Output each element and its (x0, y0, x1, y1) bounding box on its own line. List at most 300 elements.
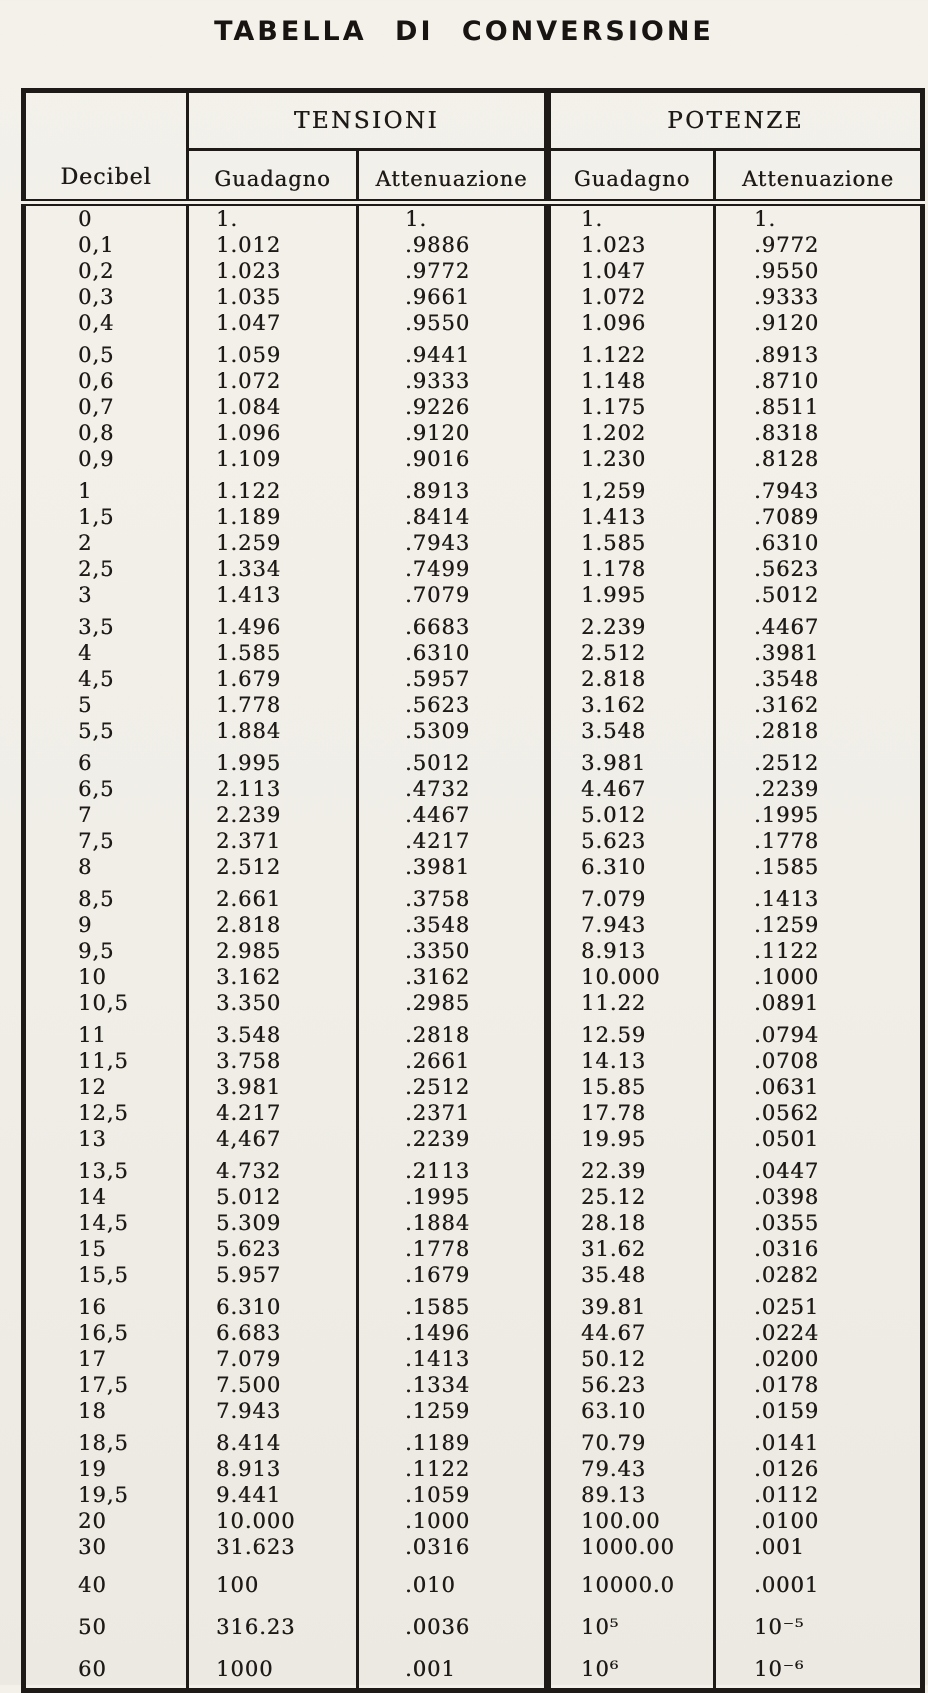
cell-potenze-attenuazione: .8511 (754, 395, 820, 419)
table-row (24, 1126, 923, 1152)
cell-decibel: 9 (24, 912, 188, 938)
cell-potenze-guadagno: 10000.0 (548, 1560, 715, 1598)
cell-potenze-guadagno: 8.913 (548, 938, 715, 964)
header-row-groups (24, 91, 923, 150)
column-header-decibel: Decibel (24, 91, 188, 203)
cell-decibel: 16 (24, 1288, 188, 1320)
cell-tensioni-guadagno: 2.985 (188, 938, 358, 964)
table-row (24, 1074, 923, 1100)
table-row (24, 744, 923, 776)
cell-decibel: 12,5 (24, 1100, 188, 1126)
cell-decibel: 14,5 (24, 1210, 188, 1236)
cell-tensioni-attenuazione: .2818 (358, 1016, 548, 1048)
cell-potenze-guadagno: 1.202 (548, 420, 715, 446)
cell-potenze-attenuazione: .0159 (754, 1399, 820, 1423)
cell-tensioni-attenuazione: .1059 (358, 1482, 548, 1508)
cell-tensioni-guadagno: 1.995 (188, 744, 358, 776)
cell-tensioni-attenuazione: .5623 (358, 692, 548, 718)
cell-decibel: 2,5 (24, 556, 188, 582)
cell-tensioni-guadagno: 3.758 (188, 1048, 358, 1074)
cell-tensioni-attenuazione: .1334 (358, 1372, 548, 1398)
cell-tensioni-guadagno: 1.778 (188, 692, 358, 718)
cell-tensioni-attenuazione: .1679 (358, 1262, 548, 1288)
cell-tensioni-guadagno: 10.000 (188, 1508, 358, 1534)
cell-potenze-attenuazione: .0112 (754, 1483, 820, 1507)
table-row (24, 203, 923, 233)
cell-decibel: 60 (24, 1640, 188, 1691)
cell-decibel: 0,8 (24, 420, 188, 446)
table-row (24, 1184, 923, 1210)
cell-decibel: 40 (24, 1560, 188, 1598)
cell-decibel: 8 (24, 854, 188, 880)
cell-tensioni-guadagno: 1.679 (188, 666, 358, 692)
column-header-tensioni-attenuazione: Attenuazione (358, 150, 548, 203)
cell-tensioni-guadagno: 3.981 (188, 1074, 358, 1100)
cell-tensioni-guadagno: 1.334 (188, 556, 358, 582)
table-row (24, 582, 923, 608)
cell-potenze-attenuazione: .9550 (754, 259, 820, 283)
cell-tensioni-guadagno: 1.259 (188, 530, 358, 556)
cell-potenze-guadagno: 3.981 (548, 744, 715, 776)
cell-tensioni-attenuazione: .0316 (358, 1534, 548, 1560)
cell-potenze-guadagno: 1.175 (548, 394, 715, 420)
table-row (24, 310, 923, 336)
table-row (24, 938, 923, 964)
cell-potenze-guadagno: 15.85 (548, 1074, 715, 1100)
table-row (24, 964, 923, 990)
cell-potenze-attenuazione: .9772 (754, 233, 820, 257)
cell-potenze-guadagno: 35.48 (548, 1262, 715, 1288)
cell-potenze-guadagno: 1.178 (548, 556, 715, 582)
table-row (24, 692, 923, 718)
cell-potenze-attenuazione: .0126 (754, 1457, 820, 1481)
cell-decibel: 1,5 (24, 504, 188, 530)
cell-tensioni-guadagno: 3.548 (188, 1016, 358, 1048)
cell-tensioni-guadagno: 1.122 (188, 472, 358, 504)
table-row (24, 718, 923, 744)
cell-potenze-attenuazione: .0631 (754, 1075, 820, 1099)
cell-tensioni-attenuazione: .1189 (358, 1424, 548, 1456)
cell-potenze-guadagno: 6.310 (548, 854, 715, 880)
cell-decibel: 11,5 (24, 1048, 188, 1074)
cell-potenze-guadagno: 1. (548, 203, 715, 233)
cell-decibel: 19 (24, 1456, 188, 1482)
table-row (24, 1288, 923, 1320)
cell-decibel: 9,5 (24, 938, 188, 964)
table-row (24, 1152, 923, 1184)
cell-tensioni-attenuazione: .3981 (358, 854, 548, 880)
cell-decibel: 20 (24, 1508, 188, 1534)
cell-potenze-attenuazione: .001 (754, 1535, 805, 1559)
cell-tensioni-attenuazione: .1884 (358, 1210, 548, 1236)
table-row (24, 1346, 923, 1372)
table-row (24, 1598, 923, 1640)
cell-potenze-guadagno: 1.995 (548, 582, 715, 608)
cell-potenze-attenuazione: .8710 (754, 369, 820, 393)
cell-decibel: 50 (24, 1598, 188, 1640)
cell-tensioni-guadagno: 3.350 (188, 990, 358, 1016)
cell-tensioni-guadagno: 1000 (188, 1640, 358, 1691)
cell-decibel: 4,5 (24, 666, 188, 692)
cell-decibel: 16,5 (24, 1320, 188, 1346)
cell-tensioni-attenuazione: .6310 (358, 640, 548, 666)
cell-potenze-guadagno: 1.023 (548, 232, 715, 258)
cell-tensioni-guadagno: 3.162 (188, 964, 358, 990)
cell-tensioni-guadagno: 2.512 (188, 854, 358, 880)
cell-decibel: 11 (24, 1016, 188, 1048)
column-header-tensioni-guadagno: Guadagno (188, 150, 358, 203)
table-row (24, 912, 923, 938)
cell-potenze-guadagno: 1.148 (548, 368, 715, 394)
cell-potenze-guadagno: 2.818 (548, 666, 715, 692)
cell-tensioni-guadagno: 7.079 (188, 1346, 358, 1372)
table-row (24, 1560, 923, 1598)
cell-tensioni-attenuazione: .1496 (358, 1320, 548, 1346)
cell-potenze-guadagno: 1.122 (548, 336, 715, 368)
table-row (24, 1372, 923, 1398)
cell-tensioni-attenuazione: .9550 (358, 310, 548, 336)
cell-decibel: 18,5 (24, 1424, 188, 1456)
cell-potenze-guadagno: 79.43 (548, 1456, 715, 1482)
page-title: TABELLA DI CONVERSIONE (214, 16, 714, 47)
cell-potenze-attenuazione: .3981 (754, 641, 820, 665)
table-row (24, 504, 923, 530)
cell-tensioni-attenuazione: .9016 (358, 446, 548, 472)
cell-tensioni-guadagno: 9.441 (188, 1482, 358, 1508)
cell-potenze-guadagno: 25.12 (548, 1184, 715, 1210)
cell-potenze-guadagno: 1.230 (548, 446, 715, 472)
cell-decibel: 17 (24, 1346, 188, 1372)
cell-tensioni-attenuazione: .9226 (358, 394, 548, 420)
cell-tensioni-attenuazione: .7079 (358, 582, 548, 608)
cell-potenze-guadagno: 89.13 (548, 1482, 715, 1508)
cell-potenze-guadagno: 7.079 (548, 880, 715, 912)
cell-decibel: 12 (24, 1074, 188, 1100)
cell-tensioni-attenuazione: .0036 (358, 1598, 548, 1640)
cell-tensioni-attenuazione: .3162 (358, 964, 548, 990)
cell-potenze-guadagno: 44.67 (548, 1320, 715, 1346)
table-row (24, 1320, 923, 1346)
cell-decibel: 8,5 (24, 880, 188, 912)
cell-potenze-guadagno: 19.95 (548, 1126, 715, 1152)
table-row (24, 1262, 923, 1288)
cell-potenze-guadagno: 17.78 (548, 1100, 715, 1126)
cell-potenze-guadagno: 70.79 (548, 1424, 715, 1456)
cell-tensioni-guadagno: 4.732 (188, 1152, 358, 1184)
cell-potenze-guadagno: 5.623 (548, 828, 715, 854)
cell-tensioni-guadagno: 8.913 (188, 1456, 358, 1482)
cell-potenze-guadagno: 39.81 (548, 1288, 715, 1320)
cell-tensioni-guadagno: 1.413 (188, 582, 358, 608)
cell-tensioni-attenuazione: .4467 (358, 802, 548, 828)
cell-decibel: 1 (24, 472, 188, 504)
cell-tensioni-guadagno: 1.884 (188, 718, 358, 744)
cell-tensioni-attenuazione: .3350 (358, 938, 548, 964)
cell-tensioni-guadagno: 2.818 (188, 912, 358, 938)
cell-potenze-guadagno: 11.22 (548, 990, 715, 1016)
cell-tensioni-attenuazione: .2985 (358, 990, 548, 1016)
cell-tensioni-guadagno: 2.239 (188, 802, 358, 828)
cell-potenze-guadagno: 5.012 (548, 802, 715, 828)
cell-tensioni-guadagno: 6.683 (188, 1320, 358, 1346)
cell-potenze-attenuazione: .0224 (754, 1321, 820, 1345)
cell-tensioni-guadagno: 4.217 (188, 1100, 358, 1126)
cell-decibel: 17,5 (24, 1372, 188, 1398)
table-row (24, 394, 923, 420)
table-row (24, 420, 923, 446)
cell-tensioni-guadagno: 1.189 (188, 504, 358, 530)
cell-tensioni-attenuazione: .001 (358, 1640, 548, 1691)
cell-tensioni-attenuazione: .3758 (358, 880, 548, 912)
cell-potenze-attenuazione: .0251 (754, 1295, 820, 1319)
cell-potenze-attenuazione: .0447 (754, 1159, 820, 1183)
column-header-potenze-attenuazione: Attenuazione (715, 150, 923, 203)
cell-tensioni-attenuazione: .9661 (358, 284, 548, 310)
table-row (24, 1398, 923, 1424)
cell-decibel: 0 (24, 203, 188, 233)
table-body (24, 203, 923, 1691)
cell-potenze-guadagno: 10.000 (548, 964, 715, 990)
table-row (24, 880, 923, 912)
cell-tensioni-attenuazione: .1413 (358, 1346, 548, 1372)
cell-potenze-attenuazione: .0398 (754, 1185, 820, 1209)
cell-tensioni-guadagno: 2.113 (188, 776, 358, 802)
cell-tensioni-attenuazione: .8913 (358, 472, 548, 504)
cell-decibel: 0,2 (24, 258, 188, 284)
cell-potenze-attenuazione: .3548 (754, 667, 820, 691)
cell-tensioni-guadagno: 1.072 (188, 368, 358, 394)
table-row (24, 1210, 923, 1236)
cell-tensioni-attenuazione: .1778 (358, 1236, 548, 1262)
cell-potenze-guadagno: 22.39 (548, 1152, 715, 1184)
cell-tensioni-attenuazione: 1. (358, 203, 548, 233)
cell-potenze-attenuazione: .9333 (754, 285, 820, 309)
table-row (24, 1534, 923, 1560)
cell-potenze-guadagno: 10⁵ (548, 1598, 715, 1640)
cell-potenze-attenuazione: .6310 (754, 531, 820, 555)
cell-decibel: 14 (24, 1184, 188, 1210)
cell-potenze-attenuazione: .1000 (754, 965, 820, 989)
cell-tensioni-guadagno: 1.496 (188, 608, 358, 640)
table-row (24, 232, 923, 258)
cell-potenze-guadagno: 14.13 (548, 1048, 715, 1074)
table-row (24, 284, 923, 310)
table-row (24, 802, 923, 828)
table-row (24, 368, 923, 394)
cell-potenze-guadagno: 12.59 (548, 1016, 715, 1048)
cell-decibel: 10,5 (24, 990, 188, 1016)
cell-tensioni-guadagno: 1.023 (188, 258, 358, 284)
cell-potenze-guadagno: 1.047 (548, 258, 715, 284)
cell-decibel: 7,5 (24, 828, 188, 854)
cell-tensioni-guadagno: 1.585 (188, 640, 358, 666)
cell-potenze-attenuazione: .5012 (754, 583, 820, 607)
cell-tensioni-attenuazione: .1122 (358, 1456, 548, 1482)
table-row (24, 640, 923, 666)
cell-potenze-attenuazione: .0100 (754, 1509, 820, 1533)
cell-potenze-guadagno: 1000.00 (548, 1534, 715, 1560)
cell-potenze-guadagno: 1.072 (548, 284, 715, 310)
table-row (24, 828, 923, 854)
cell-potenze-attenuazione: .5623 (754, 557, 820, 581)
table-row (24, 666, 923, 692)
cell-potenze-attenuazione: .0141 (754, 1431, 820, 1455)
cell-potenze-guadagno: 1.585 (548, 530, 715, 556)
cell-decibel: 3 (24, 582, 188, 608)
cell-potenze-attenuazione: .3162 (754, 693, 820, 717)
cell-decibel: 6 (24, 744, 188, 776)
cell-tensioni-attenuazione: .6683 (358, 608, 548, 640)
cell-potenze-attenuazione: .0562 (754, 1101, 820, 1125)
cell-potenze-attenuazione: 10⁻⁶ (754, 1657, 805, 1681)
table-row (24, 854, 923, 880)
cell-tensioni-guadagno: 2.371 (188, 828, 358, 854)
cell-potenze-attenuazione: .8318 (754, 421, 820, 445)
cell-potenze-attenuazione: .0794 (754, 1023, 820, 1047)
cell-potenze-attenuazione: .0355 (754, 1211, 820, 1235)
cell-decibel: 0,5 (24, 336, 188, 368)
cell-tensioni-attenuazione: .9772 (358, 258, 548, 284)
cell-decibel: 0,3 (24, 284, 188, 310)
cell-tensioni-guadagno: 6.310 (188, 1288, 358, 1320)
cell-decibel: 0,9 (24, 446, 188, 472)
cell-tensioni-guadagno: 1.035 (188, 284, 358, 310)
cell-tensioni-attenuazione: .9120 (358, 420, 548, 446)
cell-tensioni-attenuazione: .9441 (358, 336, 548, 368)
table-row (24, 1640, 923, 1691)
cell-decibel: 13 (24, 1126, 188, 1152)
cell-tensioni-attenuazione: .1000 (358, 1508, 548, 1534)
cell-tensioni-guadagno: 1.109 (188, 446, 358, 472)
cell-potenze-guadagno: 1.413 (548, 504, 715, 530)
cell-potenze-attenuazione: .1585 (754, 855, 820, 879)
cell-decibel: 5 (24, 692, 188, 718)
table-row (24, 556, 923, 582)
cell-potenze-attenuazione: .1413 (754, 887, 820, 911)
cell-potenze-guadagno: 1.096 (548, 310, 715, 336)
table-row (24, 1048, 923, 1074)
cell-decibel: 5,5 (24, 718, 188, 744)
cell-potenze-guadagno: 2.512 (548, 640, 715, 666)
cell-decibel: 2 (24, 530, 188, 556)
cell-potenze-attenuazione: .8128 (754, 447, 820, 471)
cell-tensioni-attenuazione: .7943 (358, 530, 548, 556)
cell-potenze-attenuazione: .4467 (754, 615, 820, 639)
column-group-potenze: POTENZE (548, 91, 923, 150)
cell-tensioni-guadagno: 1.084 (188, 394, 358, 420)
cell-potenze-guadagno: 2.239 (548, 608, 715, 640)
cell-potenze-attenuazione: .0282 (754, 1263, 820, 1287)
column-header-potenze-guadagno: Guadagno (548, 150, 715, 203)
cell-tensioni-guadagno: 100 (188, 1560, 358, 1598)
cell-potenze-attenuazione: .2818 (754, 719, 820, 743)
cell-tensioni-attenuazione: .3548 (358, 912, 548, 938)
cell-tensioni-attenuazione: .2371 (358, 1100, 548, 1126)
cell-tensioni-guadagno: 8.414 (188, 1424, 358, 1456)
table-row (24, 776, 923, 802)
column-group-tensioni: TENSIONI (188, 91, 548, 150)
cell-decibel: 7 (24, 802, 188, 828)
cell-potenze-attenuazione: .0200 (754, 1347, 820, 1371)
cell-decibel: 19,5 (24, 1482, 188, 1508)
cell-tensioni-guadagno: 1.012 (188, 232, 358, 258)
cell-decibel: 30 (24, 1534, 188, 1560)
cell-potenze-attenuazione: .8913 (754, 343, 820, 367)
cell-decibel: 0,4 (24, 310, 188, 336)
cell-decibel: 3,5 (24, 608, 188, 640)
cell-potenze-attenuazione: .1778 (754, 829, 820, 853)
table-row (24, 336, 923, 368)
cell-potenze-guadagno: 10⁶ (548, 1640, 715, 1691)
cell-tensioni-attenuazione: .8414 (358, 504, 548, 530)
cell-tensioni-guadagno: 1.059 (188, 336, 358, 368)
table-row (24, 1236, 923, 1262)
cell-decibel: 6,5 (24, 776, 188, 802)
cell-tensioni-attenuazione: .5309 (358, 718, 548, 744)
cell-potenze-attenuazione: .1259 (754, 913, 820, 937)
cell-potenze-guadagno: 31.62 (548, 1236, 715, 1262)
cell-potenze-attenuazione: .9120 (754, 311, 820, 335)
cell-potenze-attenuazione: .2239 (754, 777, 820, 801)
cell-potenze-attenuazione: .7943 (754, 479, 820, 503)
cell-decibel: 18 (24, 1398, 188, 1424)
cell-tensioni-attenuazione: .1585 (358, 1288, 548, 1320)
cell-potenze-attenuazione: 1. (754, 207, 777, 231)
cell-potenze-attenuazione: 10⁻⁵ (754, 1615, 805, 1639)
conversion-table (21, 88, 925, 1693)
cell-decibel: 0,1 (24, 232, 188, 258)
table-header (24, 91, 923, 203)
cell-tensioni-attenuazione: .1259 (358, 1398, 548, 1424)
cell-potenze-guadagno: 100.00 (548, 1508, 715, 1534)
cell-tensioni-guadagno: 5.623 (188, 1236, 358, 1262)
cell-tensioni-attenuazione: .7499 (358, 556, 548, 582)
cell-potenze-guadagno: 3.162 (548, 692, 715, 718)
cell-decibel: 0,7 (24, 394, 188, 420)
cell-tensioni-guadagno: 5.309 (188, 1210, 358, 1236)
table-row (24, 608, 923, 640)
cell-tensioni-attenuazione: .4732 (358, 776, 548, 802)
cell-tensioni-guadagno: 7.943 (188, 1398, 358, 1424)
cell-potenze-attenuazione: .0501 (754, 1127, 820, 1151)
cell-tensioni-guadagno: 1.047 (188, 310, 358, 336)
cell-tensioni-guadagno: 4,467 (188, 1126, 358, 1152)
table-row (24, 1100, 923, 1126)
table-row (24, 472, 923, 504)
cell-tensioni-attenuazione: .2239 (358, 1126, 548, 1152)
cell-potenze-attenuazione: .7089 (754, 505, 820, 529)
cell-tensioni-guadagno: 1. (188, 203, 358, 233)
cell-tensioni-guadagno: 5.012 (188, 1184, 358, 1210)
cell-potenze-guadagno: 56.23 (548, 1372, 715, 1398)
table-row (24, 530, 923, 556)
cell-tensioni-attenuazione: .1995 (358, 1184, 548, 1210)
cell-potenze-guadagno: 3.548 (548, 718, 715, 744)
cell-tensioni-attenuazione: .010 (358, 1560, 548, 1598)
cell-tensioni-guadagno: 316.23 (188, 1598, 358, 1640)
cell-decibel: 10 (24, 964, 188, 990)
cell-tensioni-attenuazione: .5012 (358, 744, 548, 776)
table-row (24, 258, 923, 284)
cell-decibel: 13,5 (24, 1152, 188, 1184)
table-row (24, 446, 923, 472)
cell-decibel: 4 (24, 640, 188, 666)
cell-potenze-attenuazione: .0316 (754, 1237, 820, 1261)
table-row (24, 1456, 923, 1482)
cell-potenze-attenuazione: .0708 (754, 1049, 820, 1073)
cell-decibel: 0,6 (24, 368, 188, 394)
cell-tensioni-attenuazione: .2512 (358, 1074, 548, 1100)
